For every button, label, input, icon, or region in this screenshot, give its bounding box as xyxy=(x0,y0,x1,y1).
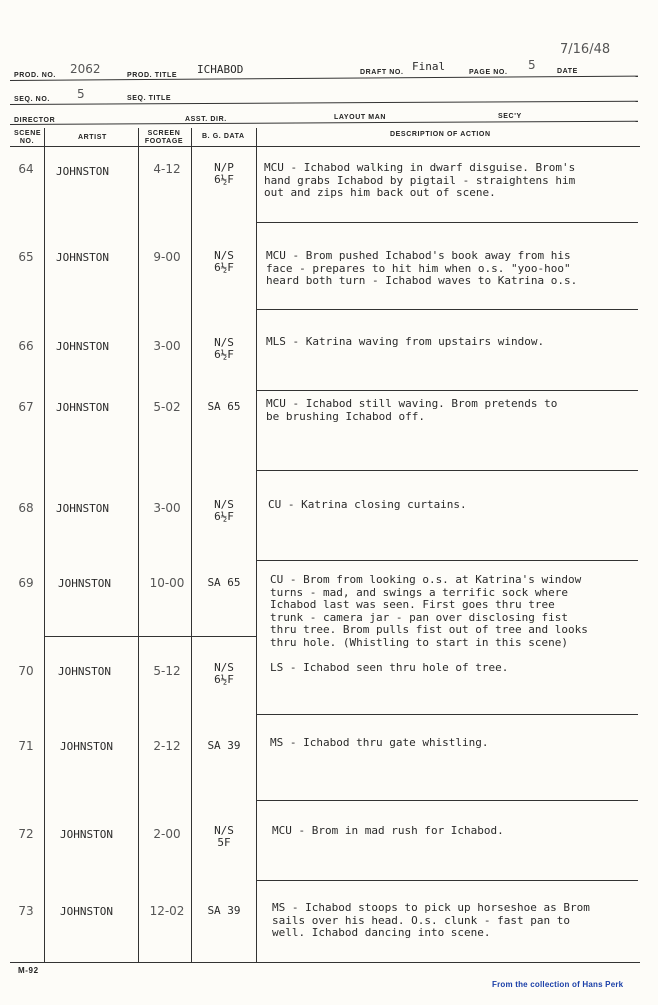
asst-dir-label: ASST. DIR. xyxy=(185,116,227,123)
col-bg-header: B. G. DATA xyxy=(202,133,245,140)
screen-footage: 3-00 xyxy=(153,339,181,353)
col-scene-header: SCENE NO. xyxy=(14,130,42,145)
bg-data: N/S 5F xyxy=(214,824,234,849)
artist-name: JOHNSTON xyxy=(56,502,109,515)
secy-label: SEC'Y xyxy=(498,113,522,120)
screen-footage: 12-02 xyxy=(149,904,185,918)
artist-name: JOHNSTON xyxy=(60,905,113,918)
draft-no-label: DRAFT NO. xyxy=(360,69,404,76)
column-header-rule xyxy=(10,146,640,147)
col-footage-header: SCREEN FOOTAGE xyxy=(144,130,184,145)
action-description: MCU - Ichabod still waving. Brom pretends to be brushing Ichabod off. xyxy=(266,397,558,423)
bg-data: SA 65 xyxy=(207,576,241,589)
row-separator xyxy=(256,390,638,391)
artist-name: JOHNSTON xyxy=(56,340,109,353)
row-separator xyxy=(256,309,638,310)
row-separator-partial xyxy=(44,636,256,637)
scene-number: 72 xyxy=(18,827,34,841)
scene-number: 73 xyxy=(18,904,34,918)
scene-number: 70 xyxy=(18,664,34,678)
artist-name: JOHNSTON xyxy=(56,251,109,264)
seq-title-label: SEQ. TITLE xyxy=(127,95,172,102)
screen-footage: 2-12 xyxy=(153,739,181,753)
prod-title-value: ICHABOD xyxy=(197,63,244,76)
row-separator xyxy=(256,470,638,471)
prod-no-value: 2062 xyxy=(70,62,101,76)
director-label: DIRECTOR xyxy=(14,117,56,124)
action-description: MS - Ichabod stoops to pick up horseshoe as Brom sails over his head. O.s. clunk - fast pan to well. Ichabod dancing into scene. xyxy=(272,901,590,939)
row-separator xyxy=(256,714,638,715)
col-divider-2 xyxy=(138,128,139,963)
scene-number: 67 xyxy=(18,400,34,414)
row-separator xyxy=(256,560,638,561)
form-number: M-92 xyxy=(18,966,39,975)
bg-data: SA 65 xyxy=(207,400,241,413)
action-description: MS - Ichabod thru gate whistling. xyxy=(270,736,489,749)
action-description: MCU - Brom pushed Ichabod's book away from his face - prepares to hit him when o.s. "yoo-hoo" heard both turn - Ichabod waves to Katrina o.s. xyxy=(266,249,578,287)
bg-data: N/S 6½F xyxy=(214,249,234,274)
page-no-value: 5 xyxy=(528,58,536,72)
row-separator xyxy=(256,222,638,223)
row-separator xyxy=(256,800,638,801)
artist-name: JOHNSTON xyxy=(56,165,109,178)
action-description: LS - Ichabod seen thru hole of tree. xyxy=(270,661,509,674)
bg-data: N/S 6½F xyxy=(214,336,234,361)
scene-number: 66 xyxy=(18,339,34,353)
scene-number: 71 xyxy=(18,739,34,753)
col-artist-header: ARTIST xyxy=(78,134,107,141)
layout-man-label: LAYOUT MAN xyxy=(334,114,387,121)
screen-footage: 10-00 xyxy=(149,576,185,590)
col-description-header: DESCRIPTION OF ACTION xyxy=(390,131,491,138)
page-no-label: PAGE NO. xyxy=(469,69,508,76)
scene-number: 69 xyxy=(18,576,34,590)
row-separator xyxy=(256,880,638,881)
screen-footage: 5-12 xyxy=(153,664,181,678)
scene-number: 65 xyxy=(18,250,34,264)
bottom-rule xyxy=(10,962,640,963)
scene-number: 64 xyxy=(18,162,34,176)
date-label: DATE xyxy=(557,68,578,75)
bg-data: N/P 6½F xyxy=(214,161,234,186)
col-divider-1 xyxy=(44,128,45,963)
prod-no-label: PROD. NO. xyxy=(14,72,56,79)
col-divider-3 xyxy=(191,128,192,963)
seq-no-label: SEQ. NO. xyxy=(14,96,50,103)
action-description: CU - Brom from looking o.s. at Katrina's window turns - mad, and swings a terrific sock where Ichabod last was seen. First goes thru tree trunk - camera jar - pan over disclosing fist thru tree. Brom pulls fist out of tree and looks thru hole. (Whistling to start in this scene) xyxy=(270,573,588,649)
screen-footage: 4-12 xyxy=(153,162,181,176)
bg-data: SA 39 xyxy=(207,904,241,917)
bg-data: N/S 6½F xyxy=(214,498,234,523)
screen-footage: 2-00 xyxy=(153,827,181,841)
screen-footage: 9-00 xyxy=(153,250,181,264)
action-description: MCU - Brom in mad rush for Ichabod. xyxy=(272,824,504,837)
artist-name: JOHNSTON xyxy=(60,828,113,841)
date-value: 7/16/48 xyxy=(560,42,611,57)
screen-footage: 3-00 xyxy=(153,501,181,515)
bg-data: N/S 6½F xyxy=(214,661,234,686)
action-description: MLS - Katrina waving from upstairs window. xyxy=(266,335,545,348)
col-divider-4 xyxy=(256,128,257,963)
prod-title-label: PROD. TITLE xyxy=(127,72,178,79)
header-rule-2 xyxy=(10,101,638,105)
artist-name: JOHNSTON xyxy=(56,401,109,414)
draft-no-value: Final xyxy=(412,60,446,73)
bg-data: SA 39 xyxy=(207,739,241,752)
header-rule-1 xyxy=(10,76,638,81)
screen-footage: 5-02 xyxy=(153,400,181,414)
seq-no-value: 5 xyxy=(77,87,85,101)
collection-credit: From the collection of Hans Perk xyxy=(492,980,624,989)
action-description: CU - Katrina closing curtains. xyxy=(268,498,467,511)
artist-name: JOHNSTON xyxy=(58,577,111,590)
artist-name: JOHNSTON xyxy=(58,665,111,678)
header-rule-3 xyxy=(10,121,638,125)
scene-number: 68 xyxy=(18,501,34,515)
artist-name: JOHNSTON xyxy=(60,740,113,753)
action-description: MCU - Ichabod walking in dwarf disguise. Brom's hand grabs Ichabod by pigtail - straightens him out and zips him back out of scene. xyxy=(264,161,576,199)
